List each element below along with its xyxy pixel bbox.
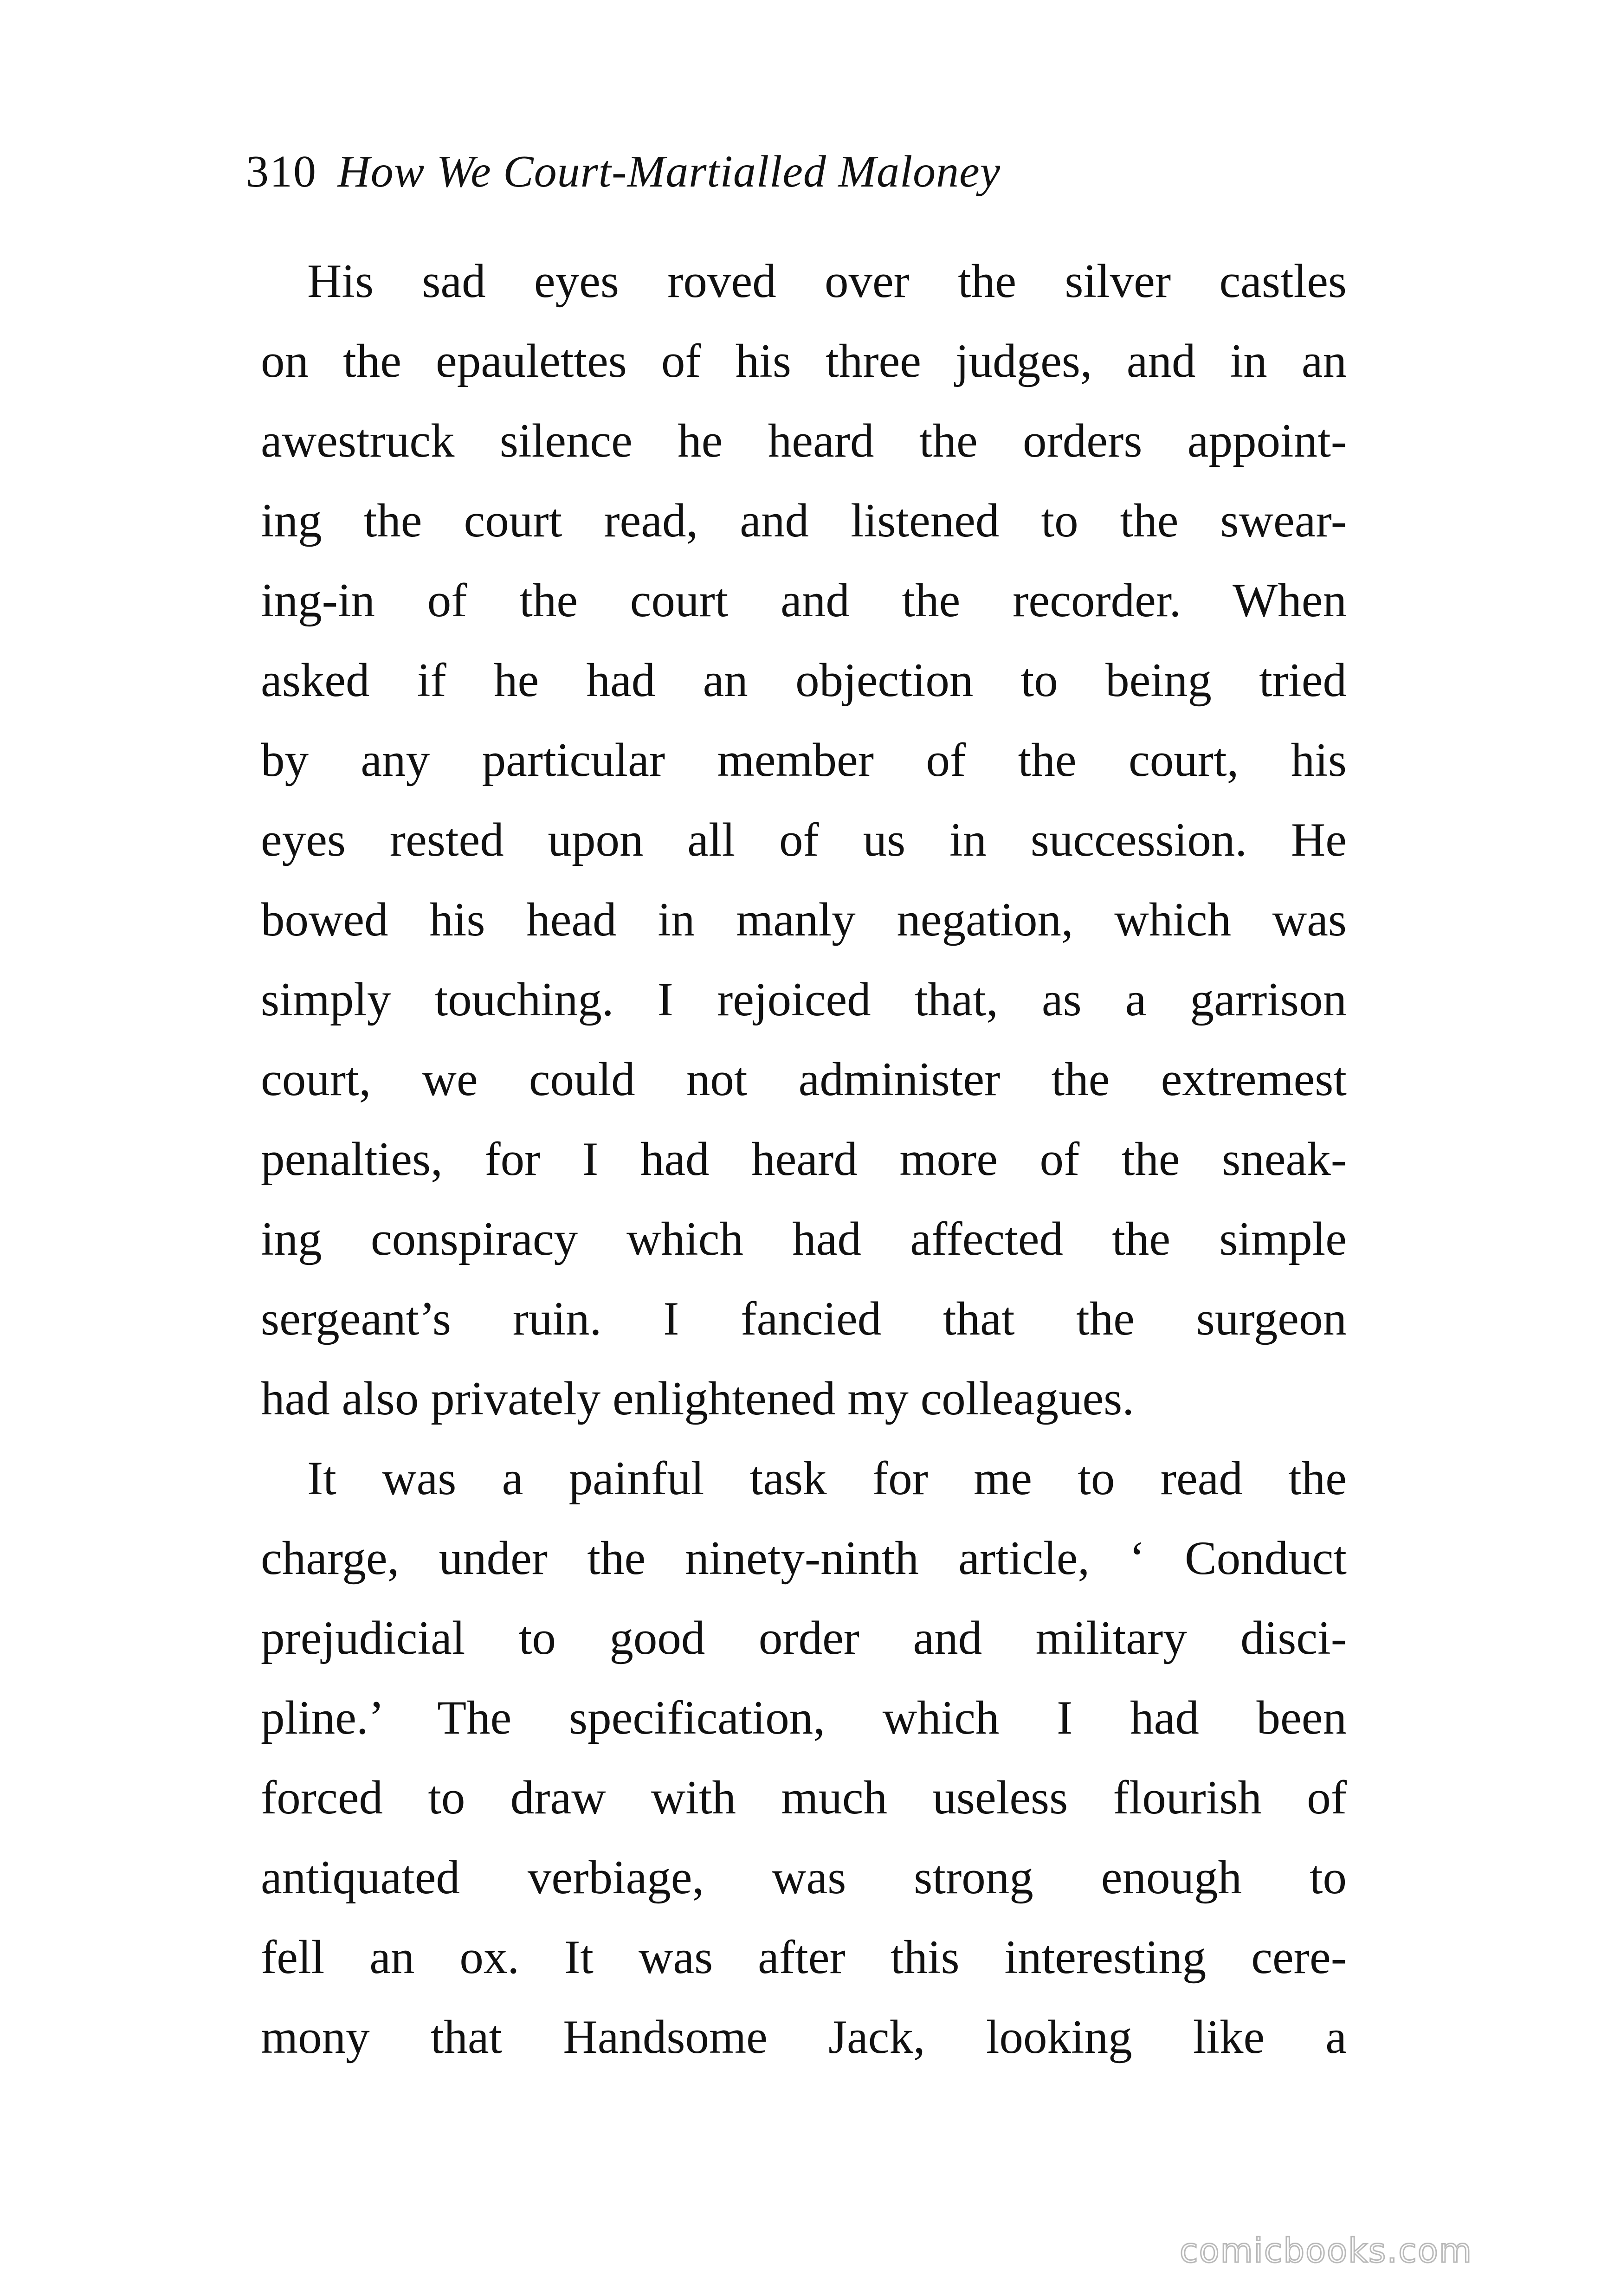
paragraph-1	[261, 241, 1347, 1438]
text-line: on the epaulettes of his three judges, and in an	[261, 335, 1347, 387]
text-line: His sad eyes roved over the silver castles	[307, 255, 1347, 308]
text-line: had also privately enlightened my colleagues.	[261, 1372, 1135, 1425]
running-title: How We Court-Martialled Maloney	[337, 147, 1001, 197]
text-line: forced to draw with much useless flourish of	[261, 1771, 1347, 1824]
text-line: antiquated verbiage, was strong enough to	[261, 1851, 1347, 1904]
text-line: eyes rested upon all of us in succession. He	[261, 813, 1347, 866]
text-line: prejudicial to good order and military disci-	[261, 1612, 1347, 1664]
text-line: asked if he had an objection to being tried	[261, 654, 1347, 707]
text-line: bowed his head in manly negation, which was	[261, 893, 1347, 946]
text-line: pline.’ The specification, which I had been	[261, 1691, 1347, 1744]
paragraph-2	[261, 1438, 1347, 2077]
text-line: mony that Handsome Jack, looking like a	[261, 2011, 1347, 2064]
text-line: ing-in of the court and the recorder. When	[261, 574, 1347, 627]
watermark: comicbooks.com	[1180, 2231, 1473, 2270]
text-line: ing conspiracy which had affected the simple	[261, 1212, 1347, 1265]
running-head	[246, 139, 1360, 204]
text-line: simply touching. I rejoiced that, as a garrison	[261, 973, 1347, 1026]
page-number: 310	[246, 147, 317, 197]
text-line: penalties, for I had heard more of the sneak-	[261, 1133, 1347, 1186]
text-line: fell an ox. It was after this interesting cere-	[261, 1931, 1347, 1984]
text-line: sergeant’s ruin. I fancied that the surgeon	[261, 1292, 1347, 1345]
text-line: by any particular member of the court, his	[261, 734, 1347, 787]
text-line: ing the court read, and listened to the swear-	[261, 494, 1347, 547]
text-line: charge, under the ninety-ninth article, ‘ Conduct	[261, 1532, 1347, 1585]
text-line: It was a painful task for me to read the	[307, 1452, 1347, 1505]
text-line: court, we could not administer the extremest	[261, 1053, 1347, 1106]
text-line: awestruck silence he heard the orders appoint-	[261, 414, 1347, 467]
body-text	[261, 241, 1347, 2097]
